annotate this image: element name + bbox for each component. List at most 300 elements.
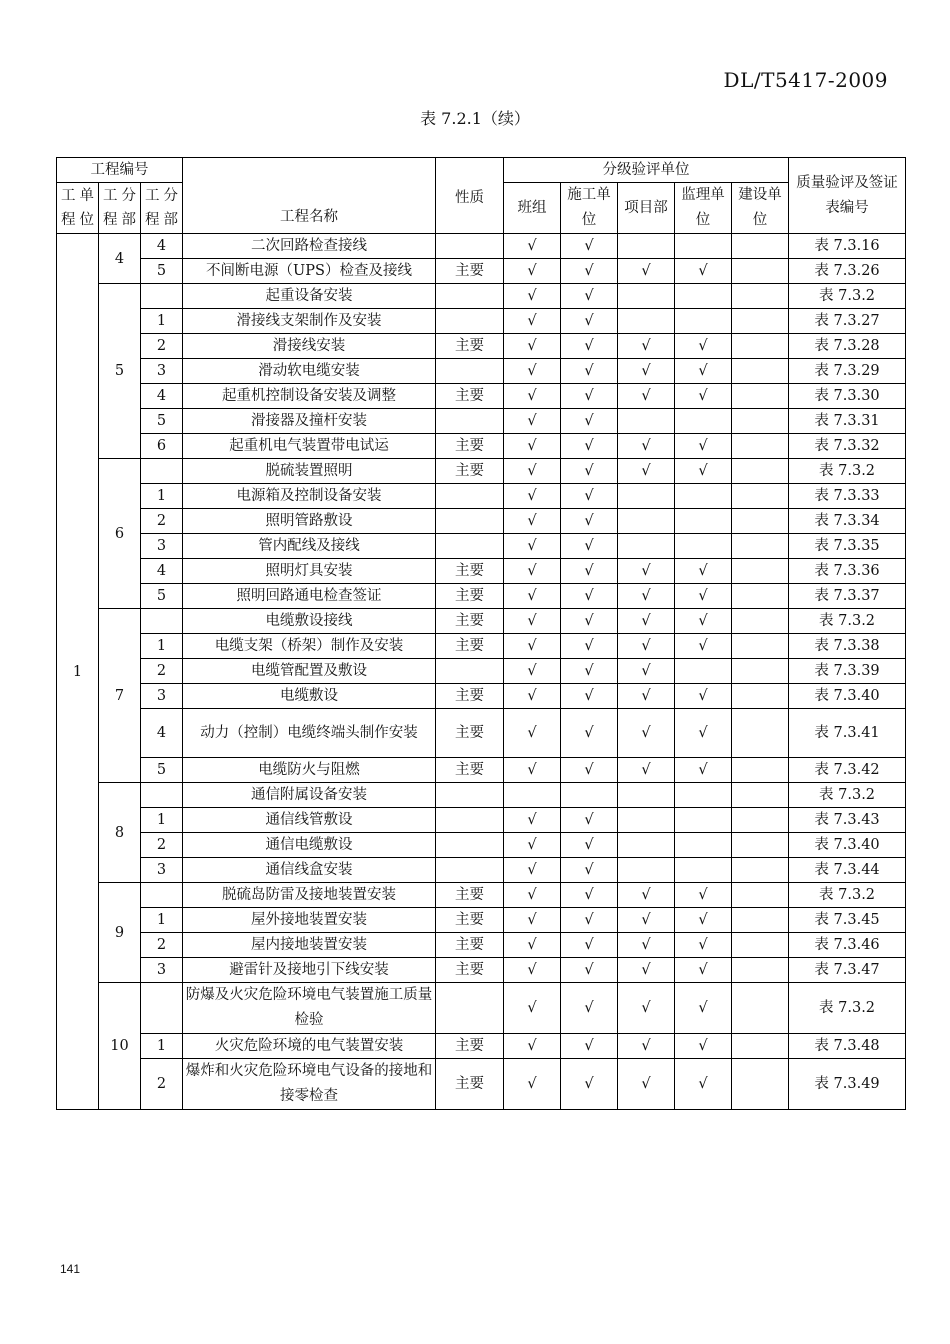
check-cell bbox=[732, 833, 789, 858]
check-cell: √ bbox=[504, 659, 561, 684]
table-title: 表 7.2.1（续） bbox=[420, 109, 530, 128]
item-number-cell: 1 bbox=[141, 484, 183, 509]
form-number-cell: 表 7.3.43 bbox=[789, 808, 906, 833]
project-name-cell: 照明管路敷设 bbox=[183, 509, 436, 534]
table-row bbox=[57, 509, 906, 534]
nature-cell bbox=[436, 409, 504, 434]
project-name-cell: 滑动软电缆安装 bbox=[183, 359, 436, 384]
check-cell: √ bbox=[561, 609, 618, 634]
check-cell bbox=[732, 758, 789, 783]
form-number-cell: 表 7.3.48 bbox=[789, 1034, 906, 1059]
form-number-cell: 表 7.3.46 bbox=[789, 933, 906, 958]
form-number-cell: 表 7.3.16 bbox=[789, 234, 906, 259]
check-cell: √ bbox=[618, 709, 675, 758]
check-cell: √ bbox=[618, 684, 675, 709]
table-row bbox=[57, 259, 906, 284]
check-cell: √ bbox=[504, 459, 561, 484]
nature-cell bbox=[436, 359, 504, 384]
check-cell: √ bbox=[504, 758, 561, 783]
check-cell: √ bbox=[618, 609, 675, 634]
nature-cell: 主要 bbox=[436, 584, 504, 609]
check-cell bbox=[732, 634, 789, 659]
sub-project-cell: 6 bbox=[99, 459, 141, 609]
item-number-cell: 5 bbox=[141, 409, 183, 434]
check-cell: √ bbox=[504, 1034, 561, 1059]
form-number-cell: 表 7.3.31 bbox=[789, 409, 906, 434]
item-number-cell: 3 bbox=[141, 534, 183, 559]
check-cell: √ bbox=[561, 434, 618, 459]
table-row bbox=[57, 309, 906, 334]
check-cell: √ bbox=[675, 684, 732, 709]
table-row bbox=[57, 234, 906, 259]
check-cell bbox=[732, 584, 789, 609]
item-number-cell bbox=[141, 609, 183, 634]
check-cell: √ bbox=[561, 709, 618, 758]
nature-cell: 主要 bbox=[436, 634, 504, 659]
form-number-cell: 表 7.3.45 bbox=[789, 908, 906, 933]
project-name-cell: 电缆防火与阻燃 bbox=[183, 758, 436, 783]
check-cell: √ bbox=[675, 584, 732, 609]
check-cell: √ bbox=[618, 883, 675, 908]
project-name-cell: 通信线管敷设 bbox=[183, 808, 436, 833]
nature-header: 性质 bbox=[436, 158, 504, 234]
table-row bbox=[57, 284, 906, 309]
form-number-cell: 表 7.3.32 bbox=[789, 434, 906, 459]
form-number-cell: 表 7.3.44 bbox=[789, 858, 906, 883]
check-cell bbox=[618, 534, 675, 559]
header-char: 程 bbox=[145, 212, 160, 228]
table-row bbox=[57, 609, 906, 634]
project-name-cell: 爆炸和火灾危险环境电气设备的接地和接零检查 bbox=[183, 1059, 436, 1110]
table-row bbox=[57, 384, 906, 409]
form-number-cell: 表 7.3.34 bbox=[789, 509, 906, 534]
check-cell: √ bbox=[561, 833, 618, 858]
nature-cell: 主要 bbox=[436, 384, 504, 409]
item-number-cell: 6 bbox=[141, 434, 183, 459]
check-cell: √ bbox=[675, 259, 732, 284]
check-cell: √ bbox=[675, 634, 732, 659]
check-cell: √ bbox=[561, 958, 618, 983]
check-cell: √ bbox=[675, 334, 732, 359]
check-cell: √ bbox=[561, 534, 618, 559]
construction-unit-header: 施工单位 bbox=[561, 183, 618, 234]
item-number-cell: 4 bbox=[141, 234, 183, 259]
check-cell: √ bbox=[618, 384, 675, 409]
check-cell: √ bbox=[561, 484, 618, 509]
form-number-cell: 表 7.3.42 bbox=[789, 758, 906, 783]
check-cell: √ bbox=[504, 434, 561, 459]
check-cell: √ bbox=[561, 808, 618, 833]
project-name-cell: 不间断电源（UPS）检查及接线 bbox=[183, 259, 436, 284]
check-cell: √ bbox=[618, 559, 675, 584]
item-number-cell: 1 bbox=[141, 1034, 183, 1059]
table-row bbox=[57, 983, 906, 1034]
check-cell: √ bbox=[618, 983, 675, 1034]
page-number: 141 bbox=[60, 1262, 81, 1276]
table-row bbox=[57, 434, 906, 459]
check-cell: √ bbox=[504, 1059, 561, 1110]
check-cell: √ bbox=[561, 684, 618, 709]
item-number-cell: 4 bbox=[141, 559, 183, 584]
check-cell: √ bbox=[618, 259, 675, 284]
check-cell bbox=[618, 783, 675, 808]
check-cell: √ bbox=[618, 659, 675, 684]
check-cell bbox=[732, 958, 789, 983]
check-cell: √ bbox=[561, 584, 618, 609]
check-cell bbox=[732, 534, 789, 559]
form-number-cell: 表 7.3.47 bbox=[789, 958, 906, 983]
project-name-cell: 电缆敷设 bbox=[183, 684, 436, 709]
check-cell bbox=[618, 309, 675, 334]
check-cell bbox=[732, 933, 789, 958]
form-number-cell: 表 7.3.38 bbox=[789, 634, 906, 659]
quality-form-header: 质量验评及签证表编号 bbox=[789, 158, 906, 234]
item-number-cell: 4 bbox=[141, 709, 183, 758]
table-row bbox=[57, 409, 906, 434]
project-name-cell: 避雷针及接地引下线安装 bbox=[183, 958, 436, 983]
check-cell: √ bbox=[675, 758, 732, 783]
check-cell bbox=[732, 384, 789, 409]
check-cell: √ bbox=[675, 709, 732, 758]
nature-cell bbox=[436, 659, 504, 684]
check-cell: √ bbox=[675, 559, 732, 584]
check-cell bbox=[561, 783, 618, 808]
nature-cell bbox=[436, 783, 504, 808]
item-number-cell: 3 bbox=[141, 684, 183, 709]
item-number-cell: 4 bbox=[141, 384, 183, 409]
check-cell bbox=[675, 858, 732, 883]
form-number-cell: 表 7.3.27 bbox=[789, 309, 906, 334]
check-cell bbox=[732, 434, 789, 459]
nature-cell: 主要 bbox=[436, 758, 504, 783]
check-cell: √ bbox=[675, 1059, 732, 1110]
check-cell bbox=[732, 359, 789, 384]
project-name-cell: 滑接器及撞杆安装 bbox=[183, 409, 436, 434]
project-name-cell: 通信电缆敷设 bbox=[183, 833, 436, 858]
check-cell: √ bbox=[675, 434, 732, 459]
item-number-cell bbox=[141, 284, 183, 309]
sub-project-cell: 8 bbox=[99, 783, 141, 883]
check-cell bbox=[675, 783, 732, 808]
check-cell: √ bbox=[561, 758, 618, 783]
table-row bbox=[57, 359, 906, 384]
project-name-cell: 电缆管配置及敷设 bbox=[183, 659, 436, 684]
form-number-cell: 表 7.3.35 bbox=[789, 534, 906, 559]
check-cell: √ bbox=[618, 459, 675, 484]
check-cell: √ bbox=[561, 309, 618, 334]
project-name-cell: 电缆支架（桥架）制作及安装 bbox=[183, 634, 436, 659]
check-cell bbox=[618, 808, 675, 833]
check-cell bbox=[732, 709, 789, 758]
nature-cell: 主要 bbox=[436, 958, 504, 983]
table-row bbox=[57, 783, 906, 808]
check-cell bbox=[618, 833, 675, 858]
check-cell: √ bbox=[561, 359, 618, 384]
form-number-cell: 表 7.3.2 bbox=[789, 609, 906, 634]
project-name-cell: 屋外接地装置安装 bbox=[183, 908, 436, 933]
project-name-cell: 防爆及火灾危险环境电气装置施工质量检验 bbox=[183, 983, 436, 1034]
check-cell: √ bbox=[618, 334, 675, 359]
check-cell: √ bbox=[561, 883, 618, 908]
check-cell: √ bbox=[618, 958, 675, 983]
nature-cell: 主要 bbox=[436, 883, 504, 908]
table-row bbox=[57, 459, 906, 484]
header-char: 部 bbox=[121, 212, 136, 228]
form-number-cell: 表 7.3.40 bbox=[789, 684, 906, 709]
form-number-cell: 表 7.3.28 bbox=[789, 334, 906, 359]
project-name-header: 工程名称 bbox=[183, 158, 436, 234]
header-char: 工 bbox=[103, 188, 118, 204]
project-name-cell: 照明回路通电检查签证 bbox=[183, 584, 436, 609]
item-number-cell: 2 bbox=[141, 1059, 183, 1110]
nature-cell: 主要 bbox=[436, 259, 504, 284]
item-number-cell: 5 bbox=[141, 758, 183, 783]
table-row bbox=[57, 833, 906, 858]
project-name-cell: 脱硫岛防雷及接地装置安装 bbox=[183, 883, 436, 908]
check-cell: √ bbox=[675, 958, 732, 983]
project-name-cell: 滑接线支架制作及安装 bbox=[183, 309, 436, 334]
check-cell bbox=[618, 484, 675, 509]
form-number-cell: 表 7.3.36 bbox=[789, 559, 906, 584]
check-cell bbox=[618, 409, 675, 434]
check-cell bbox=[675, 534, 732, 559]
check-cell bbox=[732, 309, 789, 334]
check-cell bbox=[732, 459, 789, 484]
table-row bbox=[57, 334, 906, 359]
nature-cell bbox=[436, 234, 504, 259]
check-cell: √ bbox=[504, 384, 561, 409]
form-number-cell: 表 7.3.26 bbox=[789, 259, 906, 284]
item-number-cell: 1 bbox=[141, 908, 183, 933]
item-number-cell bbox=[141, 883, 183, 908]
header-char: 分 bbox=[121, 188, 136, 204]
item-number-cell: 2 bbox=[141, 933, 183, 958]
check-cell bbox=[732, 409, 789, 434]
check-cell: √ bbox=[618, 634, 675, 659]
team-header: 班组 bbox=[504, 183, 561, 234]
graded-eval-header: 分级验评单位 bbox=[504, 158, 789, 183]
check-cell bbox=[732, 808, 789, 833]
nature-cell: 主要 bbox=[436, 559, 504, 584]
project-name-cell: 火灾危险环境的电气装置安装 bbox=[183, 1034, 436, 1059]
check-cell: √ bbox=[504, 983, 561, 1034]
check-cell: √ bbox=[561, 983, 618, 1034]
nature-cell bbox=[436, 858, 504, 883]
check-cell bbox=[618, 858, 675, 883]
check-cell: √ bbox=[561, 234, 618, 259]
nature-cell bbox=[436, 309, 504, 334]
nature-cell: 主要 bbox=[436, 459, 504, 484]
table-row bbox=[57, 1034, 906, 1059]
check-cell: √ bbox=[561, 1034, 618, 1059]
form-number-cell: 表 7.3.40 bbox=[789, 833, 906, 858]
check-cell: √ bbox=[561, 284, 618, 309]
item-number-cell: 3 bbox=[141, 858, 183, 883]
check-cell: √ bbox=[504, 259, 561, 284]
check-cell: √ bbox=[504, 709, 561, 758]
project-name-cell: 屋内接地装置安装 bbox=[183, 933, 436, 958]
project-name-cell: 滑接线安装 bbox=[183, 334, 436, 359]
check-cell: √ bbox=[504, 234, 561, 259]
item-number-cell: 1 bbox=[141, 808, 183, 833]
project-dept-header: 项目部 bbox=[618, 183, 675, 234]
check-cell bbox=[732, 883, 789, 908]
table-row bbox=[57, 858, 906, 883]
check-cell bbox=[732, 1034, 789, 1059]
check-cell: √ bbox=[561, 459, 618, 484]
check-cell: √ bbox=[504, 933, 561, 958]
check-cell: √ bbox=[618, 434, 675, 459]
header-char: 位 bbox=[79, 212, 94, 228]
check-cell: √ bbox=[504, 858, 561, 883]
nature-cell: 主要 bbox=[436, 908, 504, 933]
table-row bbox=[57, 659, 906, 684]
check-cell: √ bbox=[618, 1034, 675, 1059]
form-number-cell: 表 7.3.29 bbox=[789, 359, 906, 384]
check-cell: √ bbox=[675, 359, 732, 384]
check-cell bbox=[618, 284, 675, 309]
sub-project-header bbox=[99, 183, 141, 234]
check-cell: √ bbox=[675, 459, 732, 484]
form-number-cell: 表 7.3.2 bbox=[789, 983, 906, 1034]
header-char: 单 bbox=[79, 188, 94, 204]
nature-cell bbox=[436, 808, 504, 833]
nature-cell: 主要 bbox=[436, 609, 504, 634]
nature-cell: 主要 bbox=[436, 684, 504, 709]
table-row bbox=[57, 684, 906, 709]
check-cell: √ bbox=[561, 409, 618, 434]
project-name-cell: 起重机电气装置带电试运 bbox=[183, 434, 436, 459]
check-cell: √ bbox=[504, 634, 561, 659]
check-cell: √ bbox=[561, 933, 618, 958]
check-cell: √ bbox=[504, 484, 561, 509]
check-cell bbox=[675, 234, 732, 259]
check-cell: √ bbox=[504, 334, 561, 359]
check-cell: √ bbox=[504, 284, 561, 309]
item-number-cell: 3 bbox=[141, 359, 183, 384]
form-number-cell: 表 7.3.30 bbox=[789, 384, 906, 409]
header-char: 分 bbox=[163, 188, 178, 204]
check-cell bbox=[618, 234, 675, 259]
check-cell bbox=[618, 509, 675, 534]
check-cell: √ bbox=[618, 933, 675, 958]
item-number-cell bbox=[141, 783, 183, 808]
project-code-header: 工程编号 bbox=[57, 158, 183, 183]
table-row bbox=[57, 758, 906, 783]
check-cell bbox=[675, 509, 732, 534]
item-number-cell: 2 bbox=[141, 659, 183, 684]
check-cell: √ bbox=[504, 808, 561, 833]
form-number-cell: 表 7.3.39 bbox=[789, 659, 906, 684]
check-cell bbox=[675, 808, 732, 833]
unit-project-cell: 1 bbox=[57, 234, 99, 1110]
item-number-cell: 5 bbox=[141, 584, 183, 609]
check-cell: √ bbox=[561, 1059, 618, 1110]
evaluation-table bbox=[56, 157, 906, 1110]
project-name-cell: 电源箱及控制设备安装 bbox=[183, 484, 436, 509]
check-cell: √ bbox=[504, 409, 561, 434]
check-cell: √ bbox=[675, 1034, 732, 1059]
check-cell: √ bbox=[504, 559, 561, 584]
check-cell: √ bbox=[675, 908, 732, 933]
sub-project-cell: 5 bbox=[99, 284, 141, 459]
check-cell: √ bbox=[675, 933, 732, 958]
nature-cell bbox=[436, 833, 504, 858]
project-name-cell: 二次回路检查接线 bbox=[183, 234, 436, 259]
nature-cell bbox=[436, 983, 504, 1034]
project-name-cell: 动力（控制）电缆终端头制作安装 bbox=[183, 709, 436, 758]
check-cell: √ bbox=[618, 908, 675, 933]
check-cell bbox=[732, 284, 789, 309]
owner-unit-header: 建设单位 bbox=[732, 183, 789, 234]
header-char: 工 bbox=[61, 188, 76, 204]
nature-cell: 主要 bbox=[436, 334, 504, 359]
header-char: 部 bbox=[163, 212, 178, 228]
check-cell: √ bbox=[561, 659, 618, 684]
check-cell bbox=[675, 284, 732, 309]
nature-cell: 主要 bbox=[436, 933, 504, 958]
project-name-cell: 通信附属设备安装 bbox=[183, 783, 436, 808]
check-cell: √ bbox=[504, 958, 561, 983]
check-cell bbox=[732, 1059, 789, 1110]
table-row bbox=[57, 584, 906, 609]
check-cell bbox=[732, 908, 789, 933]
check-cell: √ bbox=[561, 334, 618, 359]
check-cell: √ bbox=[675, 883, 732, 908]
header-char: 程 bbox=[61, 212, 76, 228]
check-cell: √ bbox=[504, 684, 561, 709]
form-number-cell: 表 7.3.2 bbox=[789, 783, 906, 808]
form-number-cell: 表 7.3.33 bbox=[789, 484, 906, 509]
check-cell bbox=[732, 484, 789, 509]
form-number-cell: 表 7.3.37 bbox=[789, 584, 906, 609]
check-cell bbox=[732, 559, 789, 584]
check-cell bbox=[504, 783, 561, 808]
item-number-cell: 2 bbox=[141, 334, 183, 359]
check-cell: √ bbox=[504, 309, 561, 334]
project-name-cell: 管内配线及接线 bbox=[183, 534, 436, 559]
check-cell: √ bbox=[561, 634, 618, 659]
check-cell bbox=[675, 309, 732, 334]
check-cell: √ bbox=[675, 983, 732, 1034]
check-cell bbox=[732, 783, 789, 808]
check-cell: √ bbox=[504, 359, 561, 384]
table-row bbox=[57, 908, 906, 933]
check-cell bbox=[732, 334, 789, 359]
check-cell bbox=[732, 259, 789, 284]
header-char: 程 bbox=[103, 212, 118, 228]
nature-cell: 主要 bbox=[436, 1034, 504, 1059]
table-row bbox=[57, 933, 906, 958]
nature-cell: 主要 bbox=[436, 1059, 504, 1110]
check-cell: √ bbox=[561, 908, 618, 933]
check-cell bbox=[732, 609, 789, 634]
check-cell bbox=[732, 509, 789, 534]
check-cell bbox=[675, 484, 732, 509]
item-number-cell: 2 bbox=[141, 509, 183, 534]
nature-cell: 主要 bbox=[436, 709, 504, 758]
table-row bbox=[57, 534, 906, 559]
check-cell: √ bbox=[504, 883, 561, 908]
check-cell: √ bbox=[561, 259, 618, 284]
check-cell: √ bbox=[504, 609, 561, 634]
check-cell: √ bbox=[504, 509, 561, 534]
check-cell bbox=[675, 409, 732, 434]
check-cell: √ bbox=[504, 908, 561, 933]
item-number-cell: 2 bbox=[141, 833, 183, 858]
form-number-cell: 表 7.3.2 bbox=[789, 284, 906, 309]
sub-project-cell: 10 bbox=[99, 983, 141, 1110]
